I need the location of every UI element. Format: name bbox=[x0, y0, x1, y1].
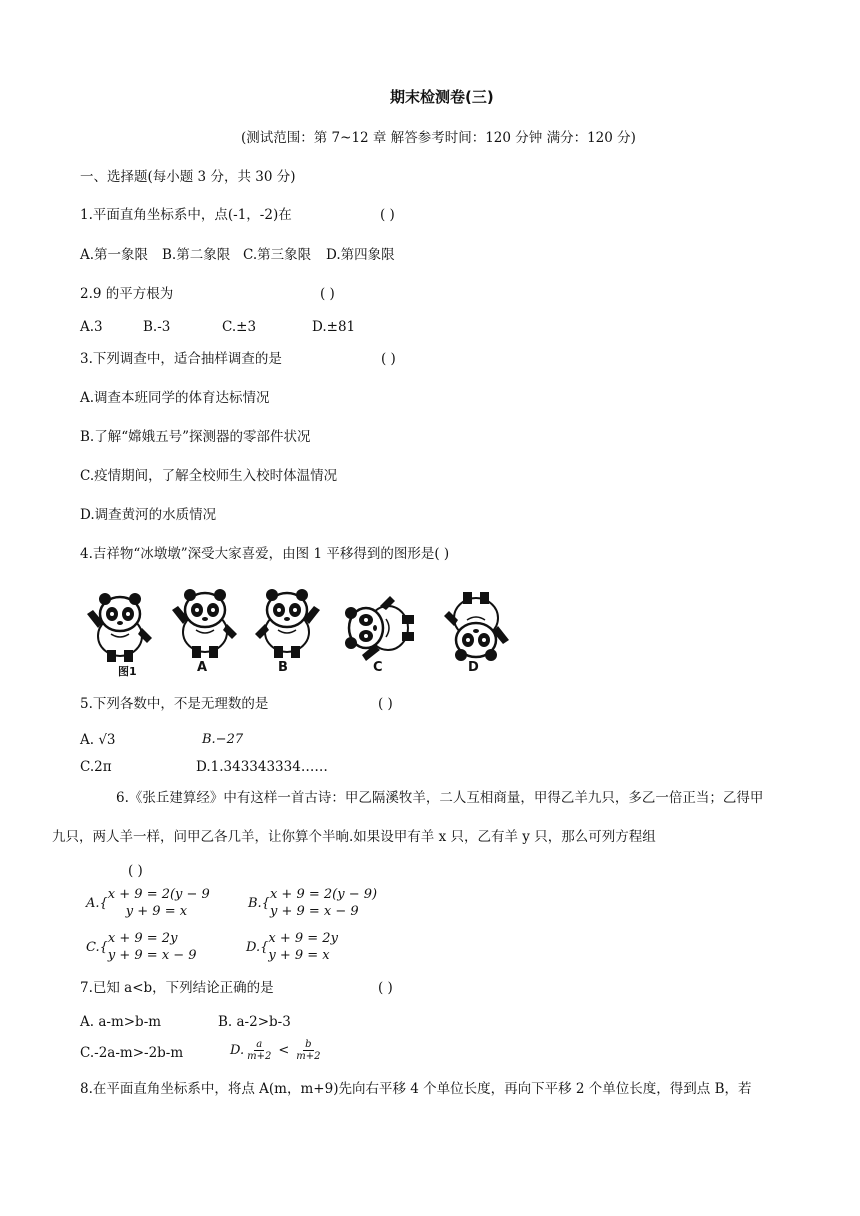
q5-option-d: D.1.343343334…… bbox=[196, 759, 328, 775]
q7-option-d bbox=[230, 1039, 320, 1062]
q7-frac1-den: m+2 bbox=[247, 1051, 272, 1062]
q5-stem: 5.下列各数中，不是无理数的是 bbox=[80, 696, 269, 712]
q2-stem: 2.9 的平方根为 bbox=[80, 286, 174, 302]
q7-option-a: A. a-m>b-m bbox=[80, 1014, 162, 1030]
q6-option-b-eq1: x + 9 = 2(y − 9) bbox=[269, 887, 378, 902]
panda-figure-1 bbox=[87, 593, 152, 662]
q7-frac2-den: m+2 bbox=[296, 1051, 321, 1062]
q7-option-d-frac2 bbox=[296, 1039, 320, 1062]
q6-option-a-eq1: x + 9 = 2(y − 9 bbox=[107, 887, 210, 902]
q6-line2: 九只，两人羊一样，问甲乙各几羊，让你算个半晌.如果设甲有羊 x 只，乙有羊 y 只，那么可列方程组 bbox=[52, 829, 656, 845]
q3-stem: 3.下列调查中，适合抽样调查的是 bbox=[80, 351, 282, 367]
q6-option-b bbox=[248, 886, 377, 920]
q5-option-c: C.2π bbox=[80, 759, 112, 775]
figure-label-a: A bbox=[197, 660, 208, 675]
q6-option-c bbox=[86, 930, 197, 964]
q1-option-b: B.第二象限 bbox=[162, 247, 231, 263]
q2-option-d: D.±81 bbox=[312, 319, 356, 335]
figure-label-c: C bbox=[373, 660, 383, 675]
panda-figure-c bbox=[345, 596, 414, 661]
q6-line1: 6.《张丘建算经》中有这样一首古诗：甲乙隔溪牧羊，二人互相商量，甲得乙羊九只，多乙一倍正当；乙得甲 bbox=[116, 790, 764, 806]
q6-option-a-eq2: y + 9 = x bbox=[125, 904, 188, 919]
q1-bracket: ( ) bbox=[380, 207, 395, 223]
q7-frac1-num: a bbox=[256, 1039, 263, 1050]
q3-bracket: ( ) bbox=[381, 351, 396, 367]
q6-option-d-eq1: x + 9 = 2y bbox=[268, 931, 338, 946]
q7-frac2-num: b bbox=[305, 1039, 312, 1050]
q7-stem: 7.已知 a<b，下列结论正确的是 bbox=[80, 980, 274, 996]
q6-option-d bbox=[246, 930, 338, 964]
panda-figure-d bbox=[444, 592, 509, 661]
q1-option-a: A.第一象限 bbox=[80, 247, 149, 263]
q7-option-d-prefix: D. bbox=[230, 1043, 245, 1058]
section-heading: 一、选择题(每小题 3 分，共 30 分) bbox=[80, 169, 296, 185]
q6-option-b-label: B.{ bbox=[248, 895, 270, 911]
q1-option-d: D.第四象限 bbox=[326, 247, 395, 263]
page-title: 期末检测卷(三) bbox=[390, 88, 494, 106]
q6-option-a bbox=[86, 886, 210, 920]
q7-option-c: C.-2a-m>-2b-m bbox=[80, 1045, 184, 1061]
q5-option-b: B.−27 bbox=[202, 732, 244, 747]
panda-figure-strip bbox=[82, 580, 522, 680]
q2-option-c: C.±3 bbox=[222, 319, 257, 335]
q8-stem: 8.在平面直角坐标系中，将点 A(m，m+9)先向右平移 4 个单位长度，再向下平移 2 个单位长度，得到点 B，若 bbox=[80, 1081, 752, 1097]
figure-label-1: 图1 bbox=[118, 665, 137, 678]
q6-option-a-label: A.{ bbox=[86, 895, 108, 911]
q4-stem: 4.吉祥物“冰墩墩”深受大家喜爱，由图 1 平移得到的图形是( ) bbox=[80, 546, 450, 562]
q7-bracket: ( ) bbox=[378, 980, 393, 996]
figure-label-b: B bbox=[278, 660, 288, 675]
panda-figure-a bbox=[172, 589, 237, 658]
q6-option-d-eq2: y + 9 = x bbox=[268, 948, 330, 963]
q2-bracket: ( ) bbox=[320, 286, 335, 302]
q2-option-b: B.-3 bbox=[143, 319, 171, 335]
q3-option-a: A.调查本班同学的体育达标情况 bbox=[80, 390, 270, 406]
q1-stem: 1.平面直角坐标系中，点(-1，-2)在 bbox=[80, 207, 292, 223]
q6-option-c-label: C.{ bbox=[86, 939, 108, 955]
figure-label-d: D bbox=[468, 660, 479, 675]
page-subtitle: (测试范围：第 7~12 章 解答参考时间：120 分钟 满分：120 分) bbox=[241, 130, 636, 146]
q1-option-c: C.第三象限 bbox=[243, 247, 312, 263]
q7-option-b: B. a-2>b-3 bbox=[218, 1014, 291, 1030]
q6-option-d-label: D.{ bbox=[246, 939, 269, 955]
q3-option-b: B.了解“嫦娥五号”探测器的零部件状况 bbox=[80, 429, 311, 445]
q5-option-a: A. √3 bbox=[80, 732, 116, 748]
q3-option-c: C.疫情期间，了解全校师生入校时体温情况 bbox=[80, 468, 338, 484]
q7-option-d-op: < bbox=[278, 1043, 290, 1058]
q6-option-c-eq2: y + 9 = x − 9 bbox=[107, 948, 197, 963]
q5-bracket: ( ) bbox=[378, 696, 393, 712]
q6-option-c-eq1: x + 9 = 2y bbox=[107, 931, 178, 946]
panda-figure-b bbox=[255, 589, 320, 658]
q2-option-a: A.3 bbox=[80, 319, 103, 335]
q3-option-d: D.调查黄河的水质情况 bbox=[80, 507, 217, 523]
q7-option-d-frac1 bbox=[247, 1039, 271, 1062]
q6-option-b-eq2: y + 9 = x − 9 bbox=[269, 904, 359, 919]
q6-bracket: ( ) bbox=[128, 863, 143, 879]
